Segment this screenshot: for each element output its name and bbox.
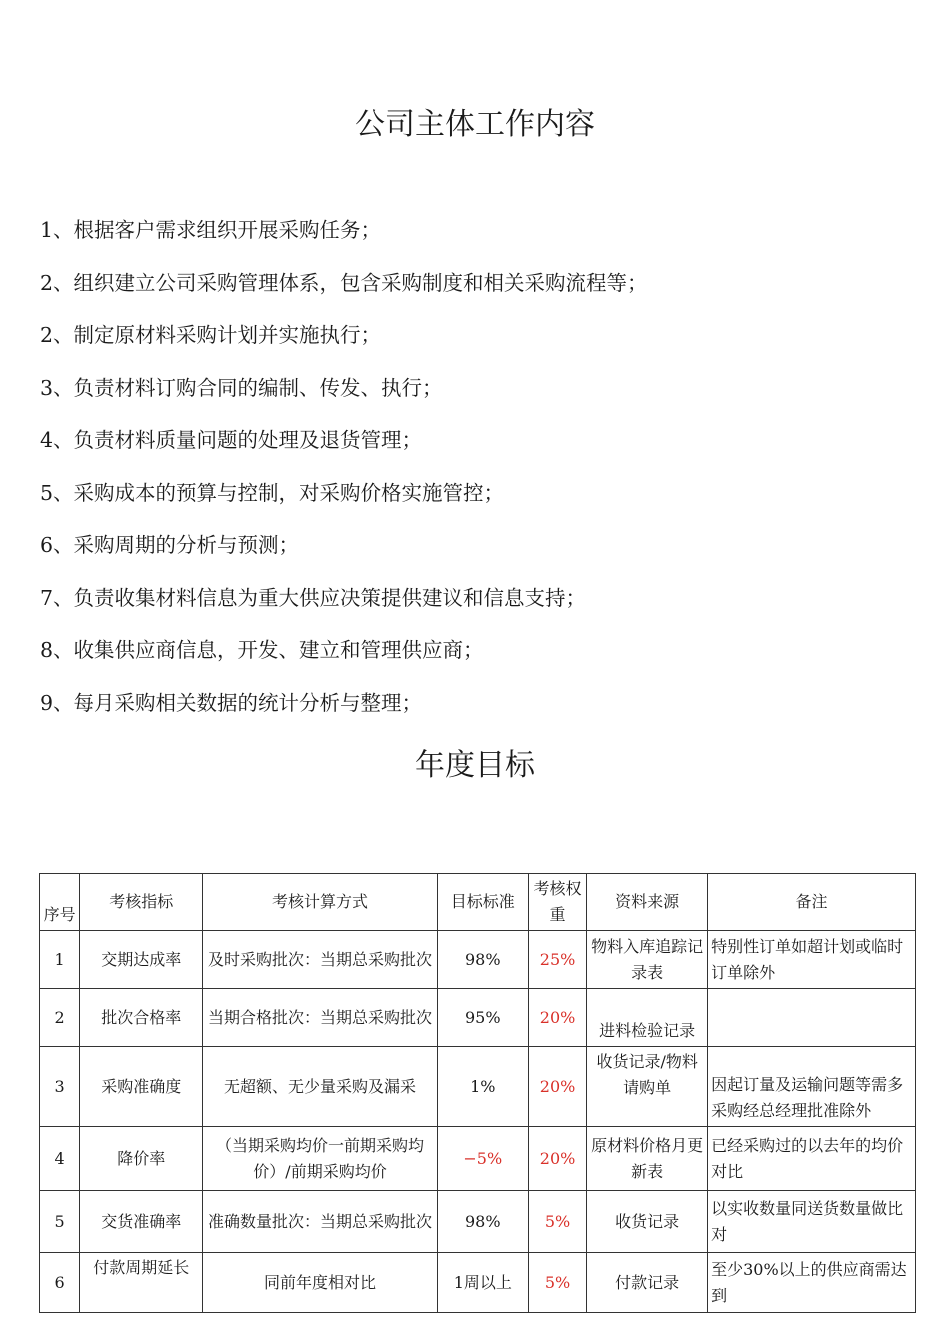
table-cell: 2 xyxy=(40,989,80,1047)
table-cell: 已经采购过的以去年的均价对比 xyxy=(708,1127,916,1191)
table-cell: 付款周期延长 xyxy=(80,1253,203,1313)
table-cell: 无超额、无少量采购及漏采 xyxy=(203,1047,437,1127)
list-item: 2、组织建立公司采购管理体系，包含采购制度和相关采购流程等； xyxy=(40,270,648,295)
header-cell: 序号 xyxy=(40,874,80,931)
table-cell: 5% xyxy=(528,1253,586,1313)
page-title: 公司主体工作内容 xyxy=(355,107,595,142)
table-cell: 进料检验记录 xyxy=(587,989,708,1047)
table-cell: 因起订量及运输问题等需多采购经总经理批准除外 xyxy=(708,1047,916,1127)
table-cell: 收货记录/物料请购单 xyxy=(587,1047,708,1127)
table-cell: 3 xyxy=(40,1047,80,1127)
header-cell: 资料来源 xyxy=(587,874,708,931)
table-cell: 4 xyxy=(40,1127,80,1191)
table-cell: 以实收数量同送货数量做比对 xyxy=(708,1191,916,1253)
table-cell: 至少30%以上的供应商需达到 xyxy=(708,1253,916,1313)
table-cell: 特别性订单如超计划或临时订单除外 xyxy=(708,931,916,989)
table-cell: 收货记录 xyxy=(587,1191,708,1253)
header-cell: 考核计算方式 xyxy=(203,874,437,931)
section-title: 年度目标 xyxy=(415,748,535,783)
list-item: 8、收集供应商信息，开发、建立和管理供应商； xyxy=(40,638,484,662)
table-cell: 付款记录 xyxy=(587,1253,708,1313)
list-item: 7、负责收集材料信息为重大供应决策提供建议和信息支持； xyxy=(40,585,587,610)
table-row xyxy=(40,989,916,1047)
list-item: 4、负责材料质量问题的处理及退货管理； xyxy=(40,428,423,452)
table-cell: −5% xyxy=(437,1127,528,1191)
table-header-row xyxy=(40,874,916,931)
header-cell: 考核权重 xyxy=(528,874,586,931)
table-cell: 当期合格批次：当期总采购批次 xyxy=(203,989,437,1047)
table-cell: 5 xyxy=(40,1191,80,1253)
table-cell: 20% xyxy=(528,1047,586,1127)
table-cell: 1% xyxy=(437,1047,528,1127)
table-cell: 及时采购批次：当期总采购批次 xyxy=(203,931,437,989)
table-cell: 95% xyxy=(437,989,528,1047)
table-row xyxy=(40,1127,916,1191)
goals-table xyxy=(39,873,916,1313)
list-item: 1、根据客户需求组织开展采购任务； xyxy=(40,218,382,242)
table-row xyxy=(40,1191,916,1253)
table-cell: 同前年度相对比 xyxy=(203,1253,437,1313)
table-row xyxy=(40,931,916,989)
table-cell xyxy=(708,989,916,1047)
table-cell: 采购准确度 xyxy=(80,1047,203,1127)
table-cell: 1 xyxy=(40,931,80,989)
table-cell: 物料入库追踪记录表 xyxy=(587,931,708,989)
header-cell: 目标标准 xyxy=(437,874,528,931)
table-cell: 98% xyxy=(437,931,528,989)
table-row xyxy=(40,1047,916,1127)
table-row xyxy=(40,1253,916,1313)
table-cell: （当期采购均价一前期采购均价）/前期采购均价 xyxy=(203,1127,437,1191)
list-item: 5、采购成本的预算与控制，对采购价格实施管控； xyxy=(40,480,505,505)
list-item: 6、采购周期的分析与预测； xyxy=(40,533,300,557)
table-cell: 交期达成率 xyxy=(80,931,203,989)
table-cell: 98% xyxy=(437,1191,528,1253)
table-cell: 1周以上 xyxy=(437,1253,528,1313)
list-item: 3、负责材料订购合同的编制、传发、执行； xyxy=(40,375,443,400)
list-item: 2、制定原材料采购计划并实施执行； xyxy=(40,323,382,347)
table-cell: 原材料价格月更新表 xyxy=(587,1127,708,1191)
table-cell: 6 xyxy=(40,1253,80,1313)
table-cell: 降价率 xyxy=(80,1127,203,1191)
table-cell: 25% xyxy=(528,931,586,989)
table-cell: 5% xyxy=(528,1191,586,1253)
header-cell: 备注 xyxy=(708,874,916,931)
table-cell: 20% xyxy=(528,989,586,1047)
header-cell: 考核指标 xyxy=(80,874,203,931)
table-cell: 交货准确率 xyxy=(80,1191,203,1253)
duty-list xyxy=(40,212,648,737)
table-cell: 批次合格率 xyxy=(80,989,203,1047)
list-item: 9、每月采购相关数据的统计分析与整理； xyxy=(40,690,423,715)
table-cell: 20% xyxy=(528,1127,586,1191)
table-cell: 准确数量批次：当期总采购批次 xyxy=(203,1191,437,1253)
